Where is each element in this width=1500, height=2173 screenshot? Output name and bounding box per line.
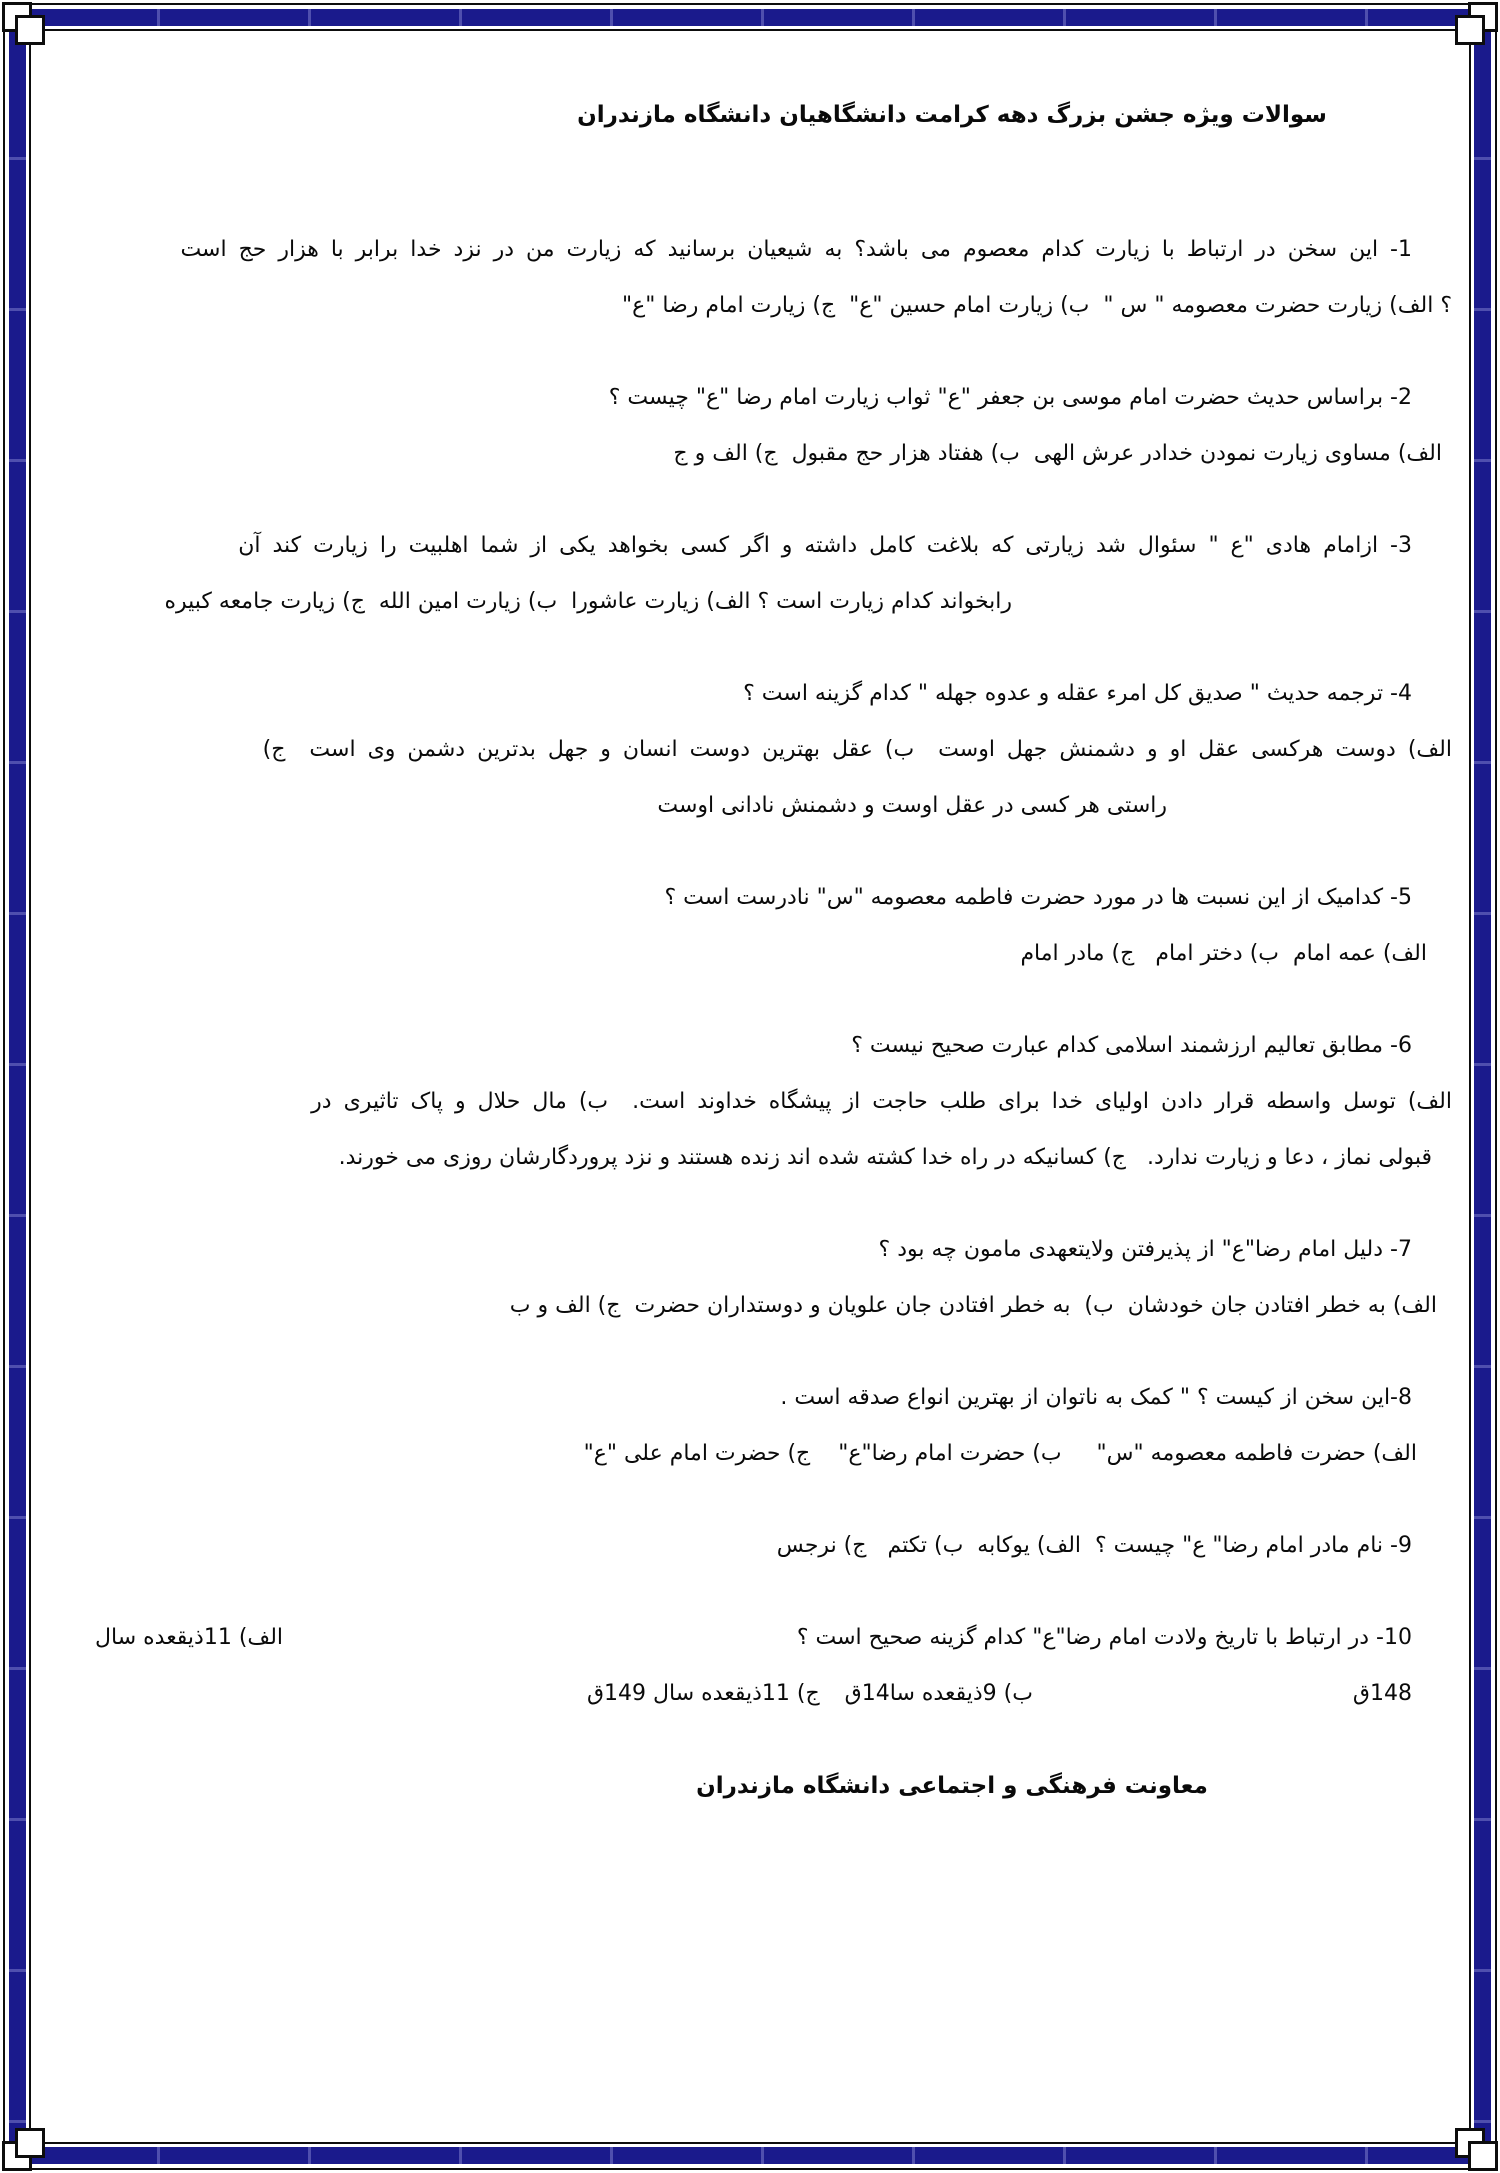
frame-band-bottom — [9, 2147, 1491, 2164]
corner-ornament-bottom-left-inner — [15, 2128, 45, 2158]
corner-ornament-top-right-inner — [1455, 15, 1485, 45]
question-9-text-and-options: 9- نام مادر امام رضا" ع" چیست ؟ الف) یوکابه ب) تکتم ج) نرجس — [776, 1533, 1412, 1558]
question-4 — [55, 666, 1452, 834]
corner-ornament-bottom-right-inner — [1468, 2141, 1498, 2171]
question-4-text: 4- ترجمه حدیث " صدیق کل امرء عقله و عدوه جهله " کدام گزینه است ؟ — [743, 681, 1412, 706]
question-10 — [55, 1610, 1452, 1722]
question-8-text: 8-این سخن از کیست ؟ " کمک به ناتوان از بهترین انواع صدقه است . — [780, 1385, 1412, 1410]
question-10-option-b: ب) 9ذیقعده سا14ق — [844, 1681, 1033, 1706]
question-1 — [55, 222, 1452, 334]
question-4-options-line-1: الف) دوست هرکسی عقل او و دشمنش جهل اوست ب) عقل بهترین دوست انسان و جهل بدترین دشمن وی است ج) — [262, 737, 1452, 762]
question-8 — [55, 1370, 1452, 1482]
question-2-text: 2- براساس حدیث حضرت امام موسی بن جعفر "ع" ثواب زیارت امام رضا "ع" چیست ؟ — [608, 385, 1412, 410]
question-6-text: 6- مطابق تعالیم ارزشمند اسلامی کدام عبارت صحیح نیست ؟ — [851, 1033, 1412, 1058]
question-2-options: الف) مساوی زیارت نمودن خدادر عرش الهی ب) هفتاد هزار حج مقبول ج) الف و ج — [673, 441, 1442, 466]
question-5-text: 5- کدامیک از این نسبت ها در مورد حضرت فاطمه معصومه "س" نادرست است ؟ — [664, 885, 1412, 910]
frame-band-right — [1474, 9, 1491, 2164]
question-4-options-line-2: راستی هر کسی در عقل اوست و دشمنش نادانی اوست — [657, 793, 1167, 818]
question-1-options: ؟ الف) زیارت حضرت معصومه " س " ب) زیارت امام حسین "ع" ج) زیارت امام رضا "ع" — [622, 293, 1452, 318]
question-10-text: 10- در ارتباط با تاریخ ولادت امام رضا"ع" کدام گزینه صحیح است ؟ — [796, 1625, 1412, 1650]
question-6-options-line-1: الف) توسل واسطه قرار دادن اولیای خدا برای طلب حاجت از پیشگاه خداوند است. ب) مال حلال و پاک تاثیری در — [311, 1089, 1452, 1114]
footer-signature: معاونت فرهنگی و اجتماعی دانشگاه مازندران — [696, 1773, 1208, 1799]
question-2 — [55, 370, 1452, 482]
footer — [55, 1758, 1452, 1814]
question-5 — [55, 870, 1452, 982]
question-10-option-a: الف) 11ذیقعده سال — [95, 1625, 284, 1650]
question-7-text: 7- دلیل امام رضا"ع" از پذیرفتن ولایتعهدی مامون چه بود ؟ — [878, 1237, 1412, 1262]
question-6-options-line-2: قبولی نماز ، دعا و زیارت ندارد. ج) کسانیکه در راه خدا کشته شده اند زنده هستند و نزد پروردگارشان روزی می خورند. — [338, 1145, 1432, 1170]
question-1-text: 1- این سخن در ارتباط با زیارت کدام معصوم می باشد؟ به شیعیان برسانید که زیارت من در نزد خدا برابر با هزار حج است — [180, 237, 1412, 262]
question-8-options: الف) حضرت فاطمه معصومه "س" ب) حضرت امام رضا"ع" ج) حضرت امام علی "ع" — [583, 1441, 1417, 1466]
question-3-options: رابخواند کدام زیارت است ؟ الف) زیارت عاشورا ب) زیارت امین الله ج) زیارت جامعه کبیره — [164, 589, 1012, 614]
question-3 — [55, 518, 1452, 630]
question-3-text: 3- ازامام هادی "ع " سئوال شد زیارتی که بلاغت کامل داشته و اگر کسی بخواهد یکی از شما اهلبیت را زیارت کند آن — [238, 533, 1412, 558]
question-9 — [55, 1518, 1452, 1574]
question-7 — [55, 1222, 1452, 1334]
page-title: سوالات ویژه جشن بزرگ دهه کرامت دانشگاهیان دانشگاه مازندران — [577, 102, 1327, 128]
question-5-options: الف) عمه امام ب) دختر امام ج) مادر امام — [1020, 941, 1427, 966]
question-6 — [55, 1018, 1452, 1186]
question-10-line-2 — [55, 1666, 1412, 1722]
frame-band-top — [9, 9, 1491, 26]
question-10-option-c: ج) 11ذیقعده سال 149ق — [586, 1681, 820, 1706]
corner-ornament-top-left-inner — [15, 15, 45, 45]
question-10-line-1 — [95, 1610, 1412, 1666]
question-10-option-a-year: 148ق — [1352, 1681, 1412, 1706]
frame-band-left — [9, 9, 26, 2164]
document-content — [55, 31, 1452, 2142]
question-7-options: الف) به خطر افتادن جان خودشان ب) به خطر افتادن جان علویان و دوستداران حضرت ج) الف و ب — [509, 1293, 1437, 1318]
